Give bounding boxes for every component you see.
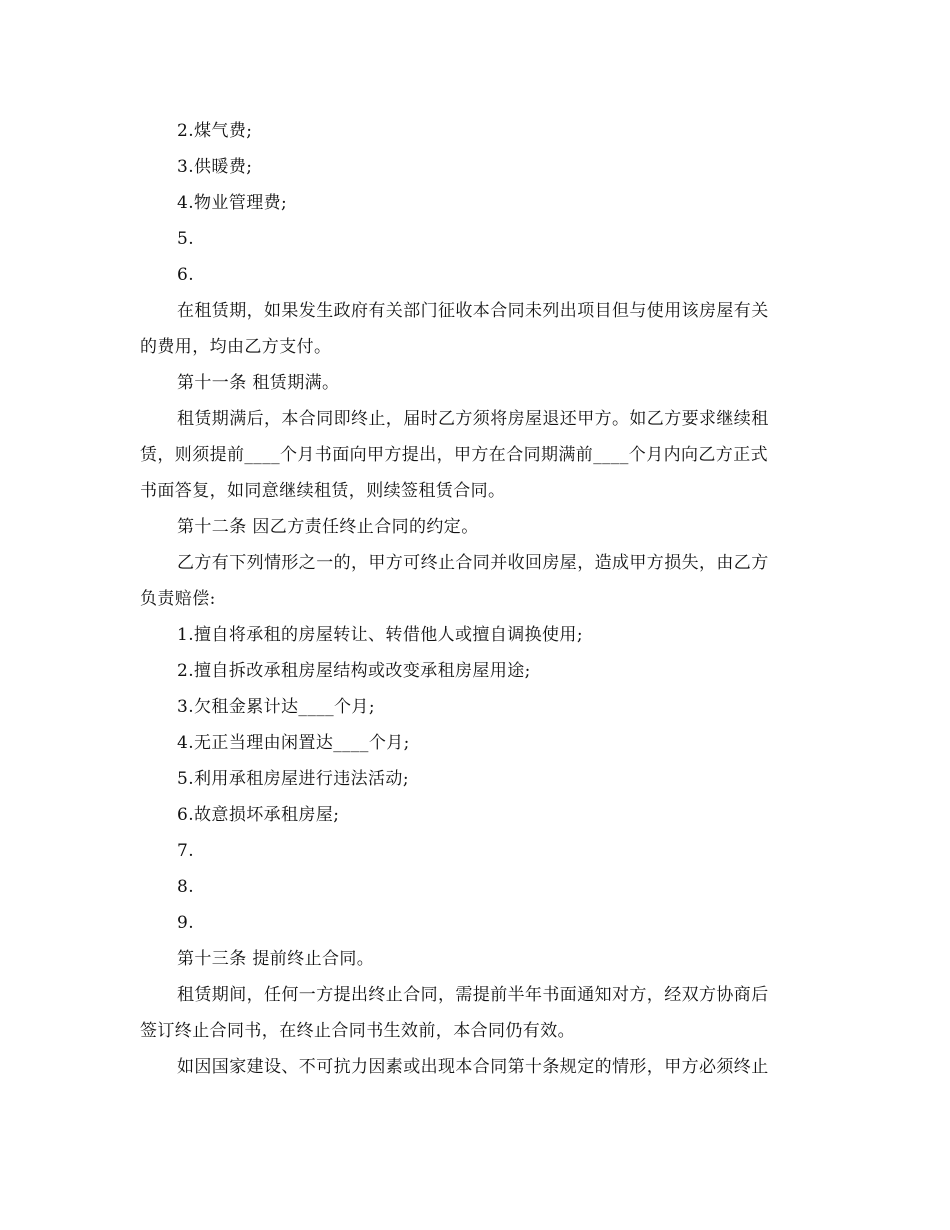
list-item: 4.无正当理由闲置达____个月; <box>177 733 410 753</box>
paragraph-line: 如因国家建设、不可抗力因素或出现本合同第十条规定的情形，甲方必须终止 <box>177 1057 769 1077</box>
list-item: 6.故意损坏承租房屋; <box>177 805 340 825</box>
list-item-property-fee: 4.物业管理费; <box>177 193 288 213</box>
paragraph-line: 租赁期间，任何一方提出终止合同，需提前半年书面通知对方，经双方协商后 <box>177 985 769 1005</box>
list-item: 7. <box>177 841 195 861</box>
paragraph-line: 赁，则须提前____个月书面向甲方提出，甲方在合同期满前____个月内向乙方正式 <box>140 445 768 465</box>
paragraph-line: 乙方有下列情形之一的，甲方可终止合同并收回房屋，造成甲方损失，由乙方 <box>177 553 769 573</box>
article-12-heading: 第十二条 因乙方责任终止合同的约定。 <box>177 517 479 537</box>
paragraph-line: 在租赁期，如果发生政府有关部门征收本合同未列出项目但与使用该房屋有关 <box>177 301 769 321</box>
paragraph-line: 的费用，均由乙方支付。 <box>140 337 332 357</box>
list-item: 9. <box>177 913 195 933</box>
paragraph-line: 负责赔偿: <box>140 589 216 609</box>
list-item: 1.擅自将承租的房屋转让、转借他人或擅自调换使用; <box>177 625 583 645</box>
list-item-gas-fee: 2.煤气费; <box>177 121 253 141</box>
list-item-6: 6. <box>177 265 195 285</box>
paragraph-line: 签订终止合同书，在终止合同书生效前，本合同仍有效。 <box>140 1021 575 1041</box>
list-item: 8. <box>177 877 195 897</box>
paragraph-line: 租赁期满后，本合同即终止，届时乙方须将房屋退还甲方。如乙方要求继续租 <box>177 409 769 429</box>
article-11-heading: 第十一条 租赁期满。 <box>177 373 340 393</box>
list-item: 5.利用承租房屋进行违法活动; <box>177 769 409 789</box>
list-item: 2.擅自拆改承租房屋结构或改变承租房屋用途; <box>177 661 531 681</box>
list-item: 3.欠租金累计达____个月; <box>177 697 375 717</box>
paragraph-line: 书面答复，如同意继续租赁，则续签租赁合同。 <box>140 481 506 501</box>
list-item-heating-fee: 3.供暖费; <box>177 157 253 177</box>
list-item-5: 5. <box>177 229 195 249</box>
article-13-heading: 第十三条 提前终止合同。 <box>177 949 375 969</box>
